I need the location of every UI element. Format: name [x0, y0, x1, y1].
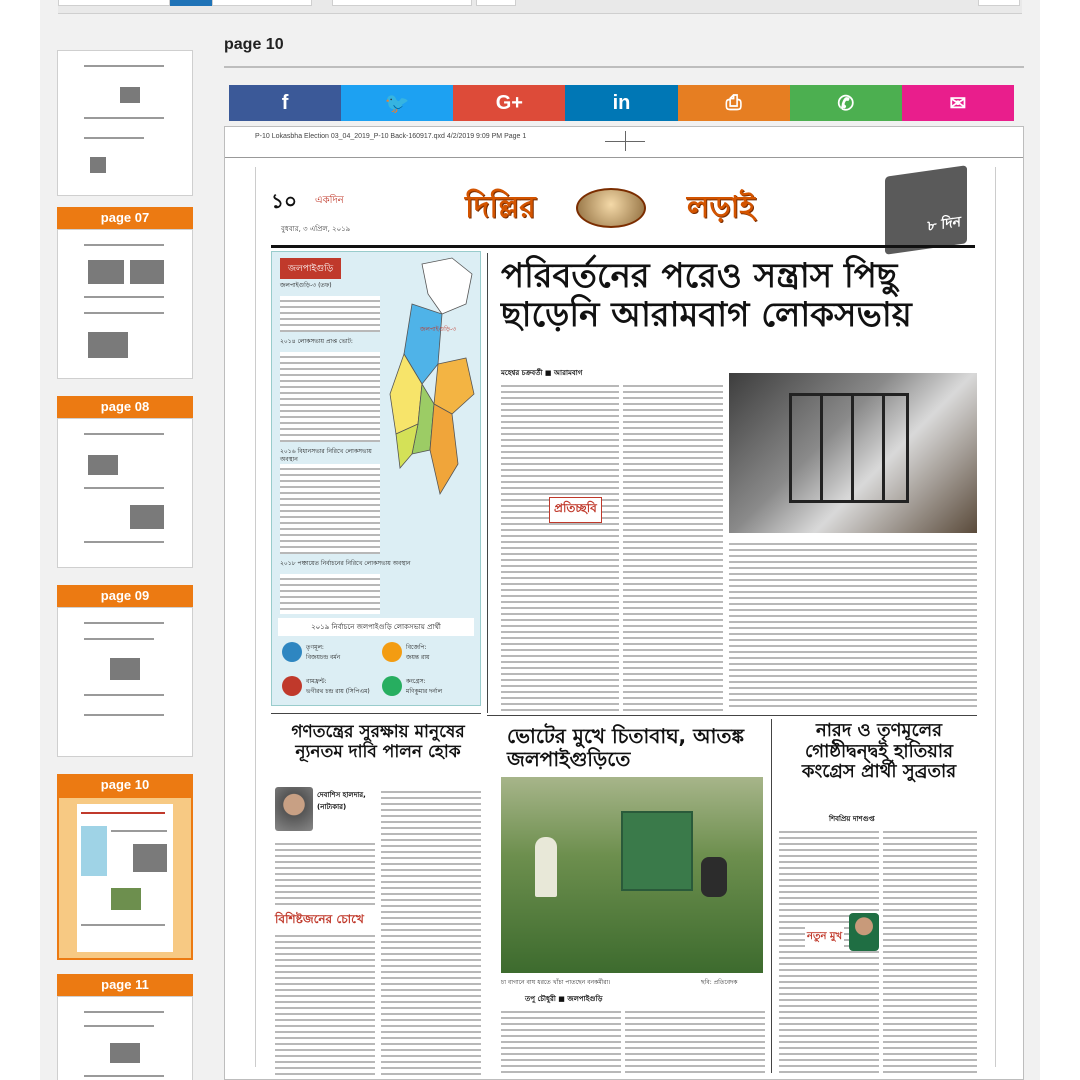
- countdown-days: ৮ দিন: [927, 214, 961, 235]
- facebook-icon: f: [281, 91, 289, 114]
- thumbnail-label: page 08: [57, 396, 193, 418]
- thumbnail-label: page 11: [57, 974, 193, 996]
- candidate-portrait: [849, 913, 879, 951]
- article-column: [779, 827, 879, 1077]
- title-divider: [224, 66, 1024, 68]
- section-banner: [465, 179, 755, 237]
- column-rule: [487, 253, 488, 713]
- candidate-name: জয়ন্ত রায়: [406, 654, 430, 661]
- section-rule: [487, 715, 977, 716]
- info-text-block: [280, 296, 380, 332]
- column-rule: [771, 719, 772, 1073]
- thumbnail-page-10[interactable]: [57, 774, 193, 960]
- thumbnail-label: page 07: [57, 207, 193, 229]
- google-plus-icon: G+: [495, 91, 523, 114]
- print-button[interactable]: [678, 85, 790, 121]
- thumbnail-page-06[interactable]: [57, 50, 193, 196]
- facebook-share-button[interactable]: [229, 85, 341, 121]
- article-column: [729, 539, 977, 709]
- thumbnail-label: page 09: [57, 585, 193, 607]
- info-text-block: [280, 464, 380, 554]
- newspaper-name: একদিন: [315, 195, 344, 206]
- thumbnail-page-07[interactable]: [57, 207, 193, 379]
- article-column: [275, 839, 375, 909]
- candidate-name: ভগীরথ চন্দ্র রায় (সিপিএম): [306, 688, 370, 695]
- file-meta: P-10 Lokasbha Election 03_04_2019_P-10 Back-160917.qxd 4/2/2019 9:09 PM Page 1: [255, 133, 527, 140]
- crop-line: [255, 167, 256, 1067]
- envelope-icon: ✉: [949, 92, 967, 115]
- broken-window-photo: [729, 373, 977, 533]
- article-column: [623, 381, 723, 711]
- cpim-symbol-icon: [282, 676, 302, 696]
- masthead-rule: [271, 245, 975, 248]
- candidate-party: বিজেপি:: [406, 644, 427, 651]
- democracy-byline: দেবাশিস হালদার, (নাট্যকার): [317, 791, 366, 811]
- candidates-title: ২০১৯ নির্বাচনে জলপাইগুড়ি লোকসভায় প্রার্থী: [278, 618, 474, 636]
- banner-right-word: লড়াই: [686, 189, 755, 225]
- tiger-byline: তপু চৌধুরী ■ জলপাইগুড়ি: [525, 995, 603, 1003]
- crop-mark: [625, 131, 626, 151]
- whatsapp-icon: ✆: [837, 92, 855, 115]
- parliament-icon: [576, 188, 646, 228]
- main-headline: পরিবর্তনের পরেও সন্ত্রাস পিছু ছাড়েনি আরামবাগ লোকসভায়: [501, 256, 912, 336]
- twitter-share-button[interactable]: [341, 85, 453, 121]
- twitter-icon: 🐦: [384, 92, 410, 115]
- article-column: [501, 381, 619, 711]
- tmc-symbol-icon: [282, 642, 302, 662]
- ballot-box-icon: [885, 165, 967, 255]
- thumbnail-page-11[interactable]: [57, 974, 193, 1080]
- candidate-party: তৃণমূল:: [306, 644, 324, 651]
- stamp-label: প্রতিচ্ছবি: [549, 497, 602, 523]
- article-column: [275, 931, 375, 1077]
- info-line: ২০১৮ পঞ্চায়েত নির্বাচনের নিরিখে লোকসভায় অবস্থান: [280, 560, 411, 567]
- congress-symbol-icon: [382, 676, 402, 696]
- thumbnail-page-08[interactable]: [57, 396, 193, 568]
- viewer-top-toolbar: [58, 0, 1022, 14]
- info-line: ২০১৪ লোকসভায় প্রাপ্ত ভোট:: [280, 338, 353, 345]
- tiger-photo-caption: চা বাগানে বাঘ ধরতে খাঁচা পাতছেন বনকর্মীরা।: [501, 979, 611, 986]
- article-column: [381, 787, 481, 1077]
- whatsapp-share-button[interactable]: [790, 85, 902, 121]
- newspaper-page-number: ১০: [271, 189, 297, 213]
- page-title: page 10: [224, 36, 284, 53]
- tiger-headline: ভোটের মুখে চিতাবাঘ, আতঙ্ক জলপাইগুড়িতে: [507, 724, 744, 771]
- candidate-party: বামফ্রন্ট:: [306, 678, 327, 685]
- bjp-symbol-icon: [382, 642, 402, 662]
- narada-headline: নারদ ও তৃণমূলের গোষ্ঠীদ্বন্দ্বই হাতিয়ার কংগ্রেস প্রার্থী সুব্রতার: [801, 720, 957, 783]
- candidate-party: কংগ্রেস:: [406, 678, 426, 685]
- newspaper-date: বুধবার, ৩ এপ্রিল, ২০১৯: [281, 225, 351, 233]
- tea-garden-tiger-cage-photo: [501, 777, 763, 973]
- constituency-map: [382, 254, 482, 504]
- democracy-headline: গণতন্ত্রের সুরক্ষায় মানুষের ন্যূনতম দাবি পালন হোক: [291, 722, 465, 762]
- article-column: [501, 1007, 621, 1077]
- thumbnail-page-09[interactable]: [57, 585, 193, 757]
- crop-line: [225, 157, 1024, 158]
- share-bar: [229, 85, 1014, 121]
- info-text-block: [280, 352, 380, 442]
- banner-left-word: দিল্লির: [465, 189, 536, 225]
- printer-icon: ⎙: [725, 91, 742, 114]
- linkedin-icon: in: [612, 91, 631, 114]
- google-plus-share-button[interactable]: [453, 85, 565, 121]
- tiger-photo-credit: ছবি: প্রতিবেদক: [701, 979, 738, 986]
- narada-byline: শিবপ্রিয় দাশগুপ্ত: [829, 815, 875, 823]
- crop-line: [995, 167, 996, 1067]
- constituency-tag: জলপাইগুড়ি: [280, 258, 341, 279]
- article-column: [883, 827, 977, 1077]
- article-column: [625, 1007, 765, 1077]
- map-label: জলপাইগুড়ি-৩: [420, 326, 457, 333]
- info-line: জলপাইগুড়ি-৩ (তফ): [280, 282, 332, 289]
- candidate-name: মণিকুমার দর্নাল: [406, 688, 443, 695]
- candidate-name: বিজয়চন্দ্র বর্মন: [306, 654, 341, 661]
- author-portrait: [275, 787, 313, 831]
- constituency-info-box: [271, 251, 481, 706]
- new-face-badge: নতুন মুখ: [805, 927, 844, 948]
- linkedin-share-button[interactable]: [565, 85, 677, 121]
- section-rule: [271, 713, 481, 714]
- info-text-block: [280, 574, 380, 614]
- newspaper-page: [224, 126, 1024, 1080]
- thumbnail-label: page 10: [57, 774, 193, 796]
- info-line: ২০১৬ বিধানসভার নিরিখে লোকসভায় অবস্থান: [280, 448, 372, 463]
- email-share-button[interactable]: [902, 85, 1014, 121]
- main-byline: মহেশ্বর চক্রবর্তী ■ আরামবাগ: [501, 369, 583, 377]
- expert-section-title: বিশিষ্টজনের চোখে: [275, 912, 364, 926]
